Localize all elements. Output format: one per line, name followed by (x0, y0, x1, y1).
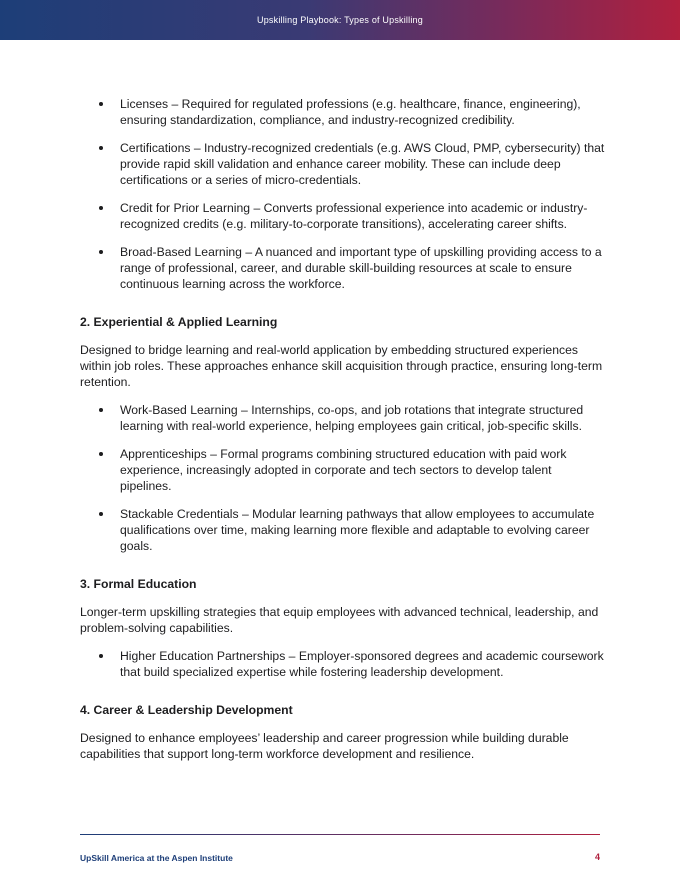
list-item-text: Work-Based Learning – Internships, co-ops, and job rotations that integrate structured learning with real-world experience, helping employees gain critical, job-specific skills. (120, 403, 584, 433)
intro-bullet-list (80, 96, 605, 292)
list-item-text: Certifications – Industry-recognized credentials (e.g. AWS Cloud, PMP, cybersecurity) that provide rapid skill validation and enhance career mobility. These can include deep certifications or a series of micro-credentials. (120, 141, 605, 187)
list-item (80, 200, 605, 232)
footer-organization: UpSkill America at the Aspen Institute (80, 853, 233, 863)
header-bar (0, 0, 680, 40)
footer-divider (80, 834, 600, 835)
list-item-text: Apprenticeships – Formal programs combining structured education with paid work experience, increasingly adopted in corporate and tech sectors to develop talent pipelines. (120, 447, 567, 493)
list-item-text: Stackable Credentials – Modular learning pathways that allow employees to accumulate qualifications over time, making learning more flexible and adaptable to evolving career goals. (120, 507, 595, 553)
list-item (80, 244, 605, 292)
list-item (80, 140, 605, 188)
header-title: Upskilling Playbook: Types of Upskilling (257, 15, 423, 25)
section-heading-experiential: 2. Experiential & Applied Learning (80, 315, 278, 329)
list-item-text: Credit for Prior Learning – Converts professional experience into academic or industry-recognized credits (e.g. military-to-corporate transitions), accelerating career shifts. (120, 201, 588, 231)
list-item-text: Licenses – Required for regulated professions (e.g. healthcare, finance, engineering), ensuring standardization, compliance, and industry-recognized credibility. (120, 97, 581, 127)
bullet-icon (99, 408, 103, 412)
bullet-icon (99, 654, 103, 658)
bullet-icon (99, 206, 103, 210)
list-item-text: Higher Education Partnerships – Employer-sponsored degrees and academic coursework that build specialized expertise while fostering leadership development. (120, 649, 604, 679)
bullet-icon (99, 146, 103, 150)
list-item (80, 648, 605, 680)
section-heading-formal-education: 3. Formal Education (80, 577, 197, 591)
bullet-icon (99, 452, 103, 456)
list-item (80, 402, 605, 434)
formal-education-bullet-list (80, 648, 605, 680)
list-item-text: Broad-Based Learning – A nuanced and important type of upskilling providing access to a range of professional, career, and durable skill-building resources at scale to ensure continuous learning across the workforce. (120, 245, 602, 291)
section-paragraph: Designed to bridge learning and real-world application by embedding structured experiences within job roles. These approaches enhance skill acquisition through practice, ensuring long-term retention. (80, 343, 603, 389)
page-number: 4 (594, 852, 600, 862)
bullet-icon (99, 512, 103, 516)
section-heading-career-leadership: 4. Career & Leadership Development (80, 703, 293, 717)
bullet-icon (99, 102, 103, 106)
section-paragraph: Longer-term upskilling strategies that equip employees with advanced technical, leadership, and problem-solving capabilities. (80, 605, 599, 635)
list-item (80, 96, 605, 128)
page-body (80, 96, 605, 774)
list-item (80, 506, 605, 554)
experiential-bullet-list (80, 402, 605, 554)
list-item (80, 446, 605, 494)
bullet-icon (99, 250, 103, 254)
section-paragraph: Designed to enhance employees’ leadership and career progression while building durable capabilities that support long-term workforce development and resilience. (80, 731, 569, 761)
